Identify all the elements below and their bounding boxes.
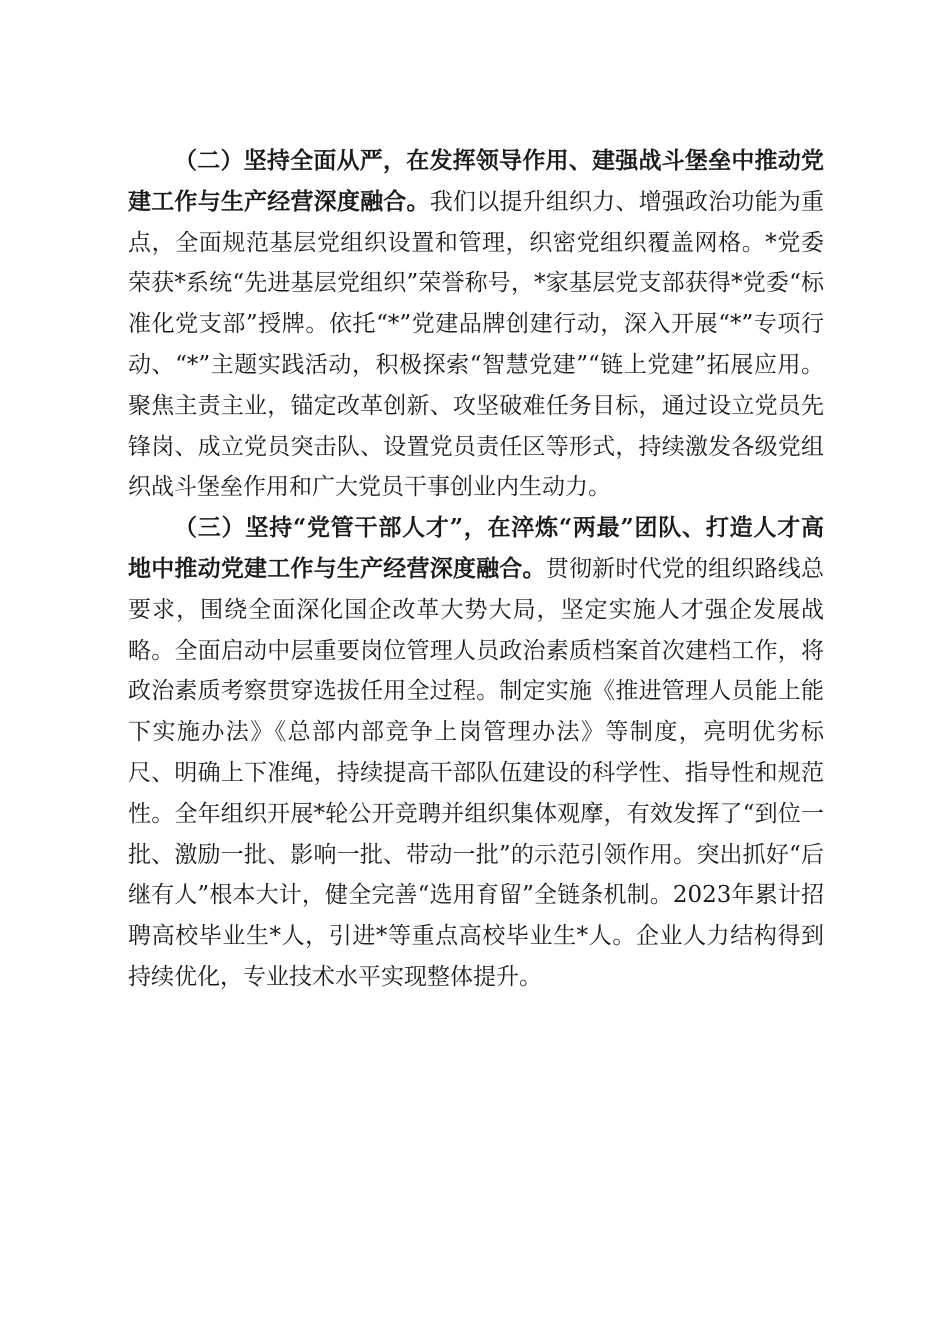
section-3-heading: （三）坚持“党管干部人才”，在淬炼“两最”团队、打造人才高地中推动党建工作与生产经营深度融合。 <box>128 514 824 582</box>
paragraph-section-2 <box>128 141 824 508</box>
section-2-heading: （二）坚持全面从严，在发挥领导作用、建强战斗堡垒中推动党建工作与生产经营深度融合。 <box>128 147 824 215</box>
paragraph-section-3 <box>128 508 824 998</box>
document-body <box>128 141 824 998</box>
section-2-body: 我们以提升组织力、增强政治功能为重点，全面规范基层党组织设置和管理，织密党组织覆盖网格。*党委荣获*系统“先进基层党组织”荣誉称号，*家基层党支部获得*党委“标准化党支部”授牌。依托“*”党建品牌创建行动，深入开展“*”专项行动、“*”主题实践活动，积极探索“智慧党建”“链上党建”拓展应用。聚焦主责主业，锚定改革创新、攻坚破难任务目标，通过设立党员先锋岗、成立党员突击队、设置党员责任区等形式，持续激发各级党组织战斗堡垒作用和广大党员干事创业内生动力。 <box>128 188 825 501</box>
section-3-body: 贯彻新时代党的组织路线总要求，围绕全面深化国企改革大势大局，坚定实施人才强企发展战略。全面启动中层重要岗位管理人员政治素质档案首次建档工作，将政治素质考察贯穿选拔任用全过程。制定实施《推进管理人员能上能下实施办法》《总部内部竞争上岗管理办法》等制度，亮明优劣标尺、明确上下准绳，持续提高干部队伍建设的科学性、指导性和规范性。全年组织开展*轮公开竞聘并组织集体观摩，有效发挥了“到位一批、激励一批、影响一批、带动一批”的示范引领作用。突出抓好“后继有人”根本大计，健全完善“选用育留”全链条机制。2023年累计招聘高校毕业生*人，引进*等重点高校毕业生*人。企业人力结构得到持续优化，专业技术水平实现整体提升。 <box>128 555 825 990</box>
